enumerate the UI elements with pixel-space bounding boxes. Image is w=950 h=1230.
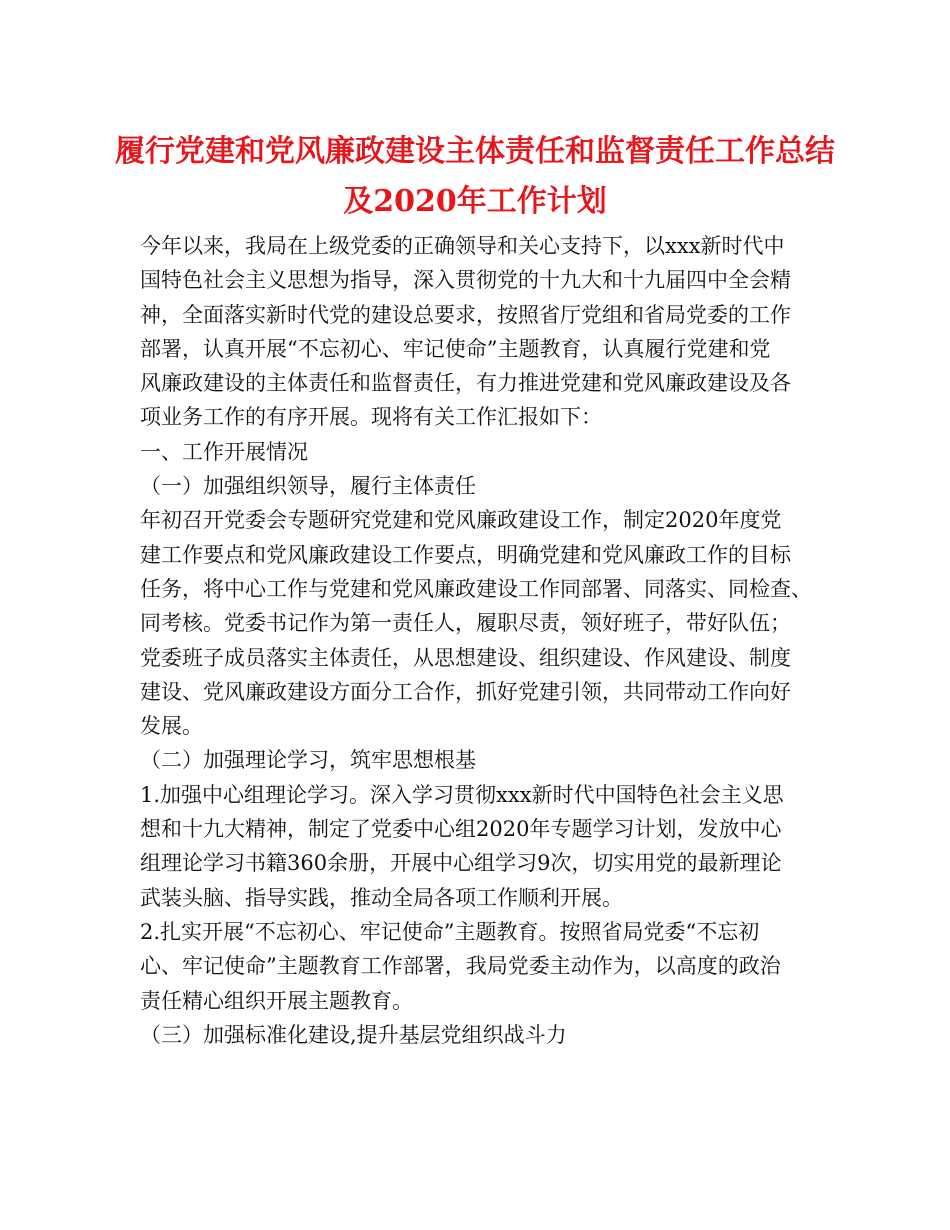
body-line: 项业务工作的有序开展。现将有关工作汇报如下：	[140, 405, 602, 430]
body-line: 任务，将中心工作与党建和党风廉政建设工作同部署、同落实、同检查、	[140, 576, 812, 601]
section-heading: 一、工作开展情况	[140, 439, 308, 464]
document-title-line-1: 履行党建和党风廉政建设主体责任和监督责任工作总结	[115, 134, 835, 169]
body-line: 心、牢记使命”主题教育工作部署，我局党委主动作为，以高度的政治	[140, 954, 781, 979]
body-line: 1.加强中心组理论学习。深入学习贯彻xxx新时代中国特色社会主义思	[140, 782, 784, 807]
body-line: 国特色社会主义思想为指导，深入贯彻党的十九大和十九届四中全会精	[140, 268, 791, 293]
document-title-line-2: 及2020年工作计划	[343, 184, 607, 219]
subsection-heading: （一）加强组织领导，履行主体责任	[140, 474, 476, 499]
body-line: 神，全面落实新时代党的建设总要求，按照省厅党组和省局党委的工作	[140, 302, 791, 327]
body-line: 建工作要点和党风廉政建设工作要点，明确党建和党风廉政工作的目标	[140, 542, 791, 567]
body-line: 组理论学习书籍360余册，开展中心组学习9次，切实用党的最新理论	[140, 851, 782, 876]
body-line: 年初召开党委会专题研究党建和党风廉政建设工作，制定2020年度党	[140, 508, 782, 533]
body-line: 责任精心组织开展主题教育。	[140, 988, 413, 1013]
body-line: 同考核。党委书记作为第一责任人，履职尽责，领好班子，带好队伍；	[140, 611, 791, 636]
body-line: 武装头脑、指导实践，推动全局各项工作顺利开展。	[140, 885, 623, 910]
subsection-heading: （二）加强理论学习，筑牢思想根基	[140, 748, 476, 773]
body-line: 2.扎实开展“不忘初心、牢记使命”主题教育。按照省局党委“不忘初	[140, 919, 760, 944]
document-body	[140, 229, 820, 1052]
body-line: 风廉政建设的主体责任和监督责任，有力推进党建和党风廉政建设及各	[140, 371, 791, 396]
subsection-heading: （三）加强标准化建设,提升基层党组织战斗力	[140, 1022, 567, 1047]
body-line: 发展。	[140, 714, 203, 739]
body-line: 想和十九大精神，制定了党委中心组2020年专题学习计划，发放中心	[140, 817, 782, 842]
body-line: 党委班子成员落实主体责任，从思想建设、组织建设、作风建设、制度	[140, 645, 791, 670]
body-line: 部署，认真开展“不忘初心、牢记使命”主题教育，认真履行党建和党	[140, 336, 771, 361]
body-line: 建设、党风廉政建设方面分工合作，抓好党建引领，共同带动工作向好	[140, 679, 791, 704]
body-line: 今年以来，我局在上级党委的正确领导和关心支持下，以xxx新时代中	[140, 234, 785, 258]
